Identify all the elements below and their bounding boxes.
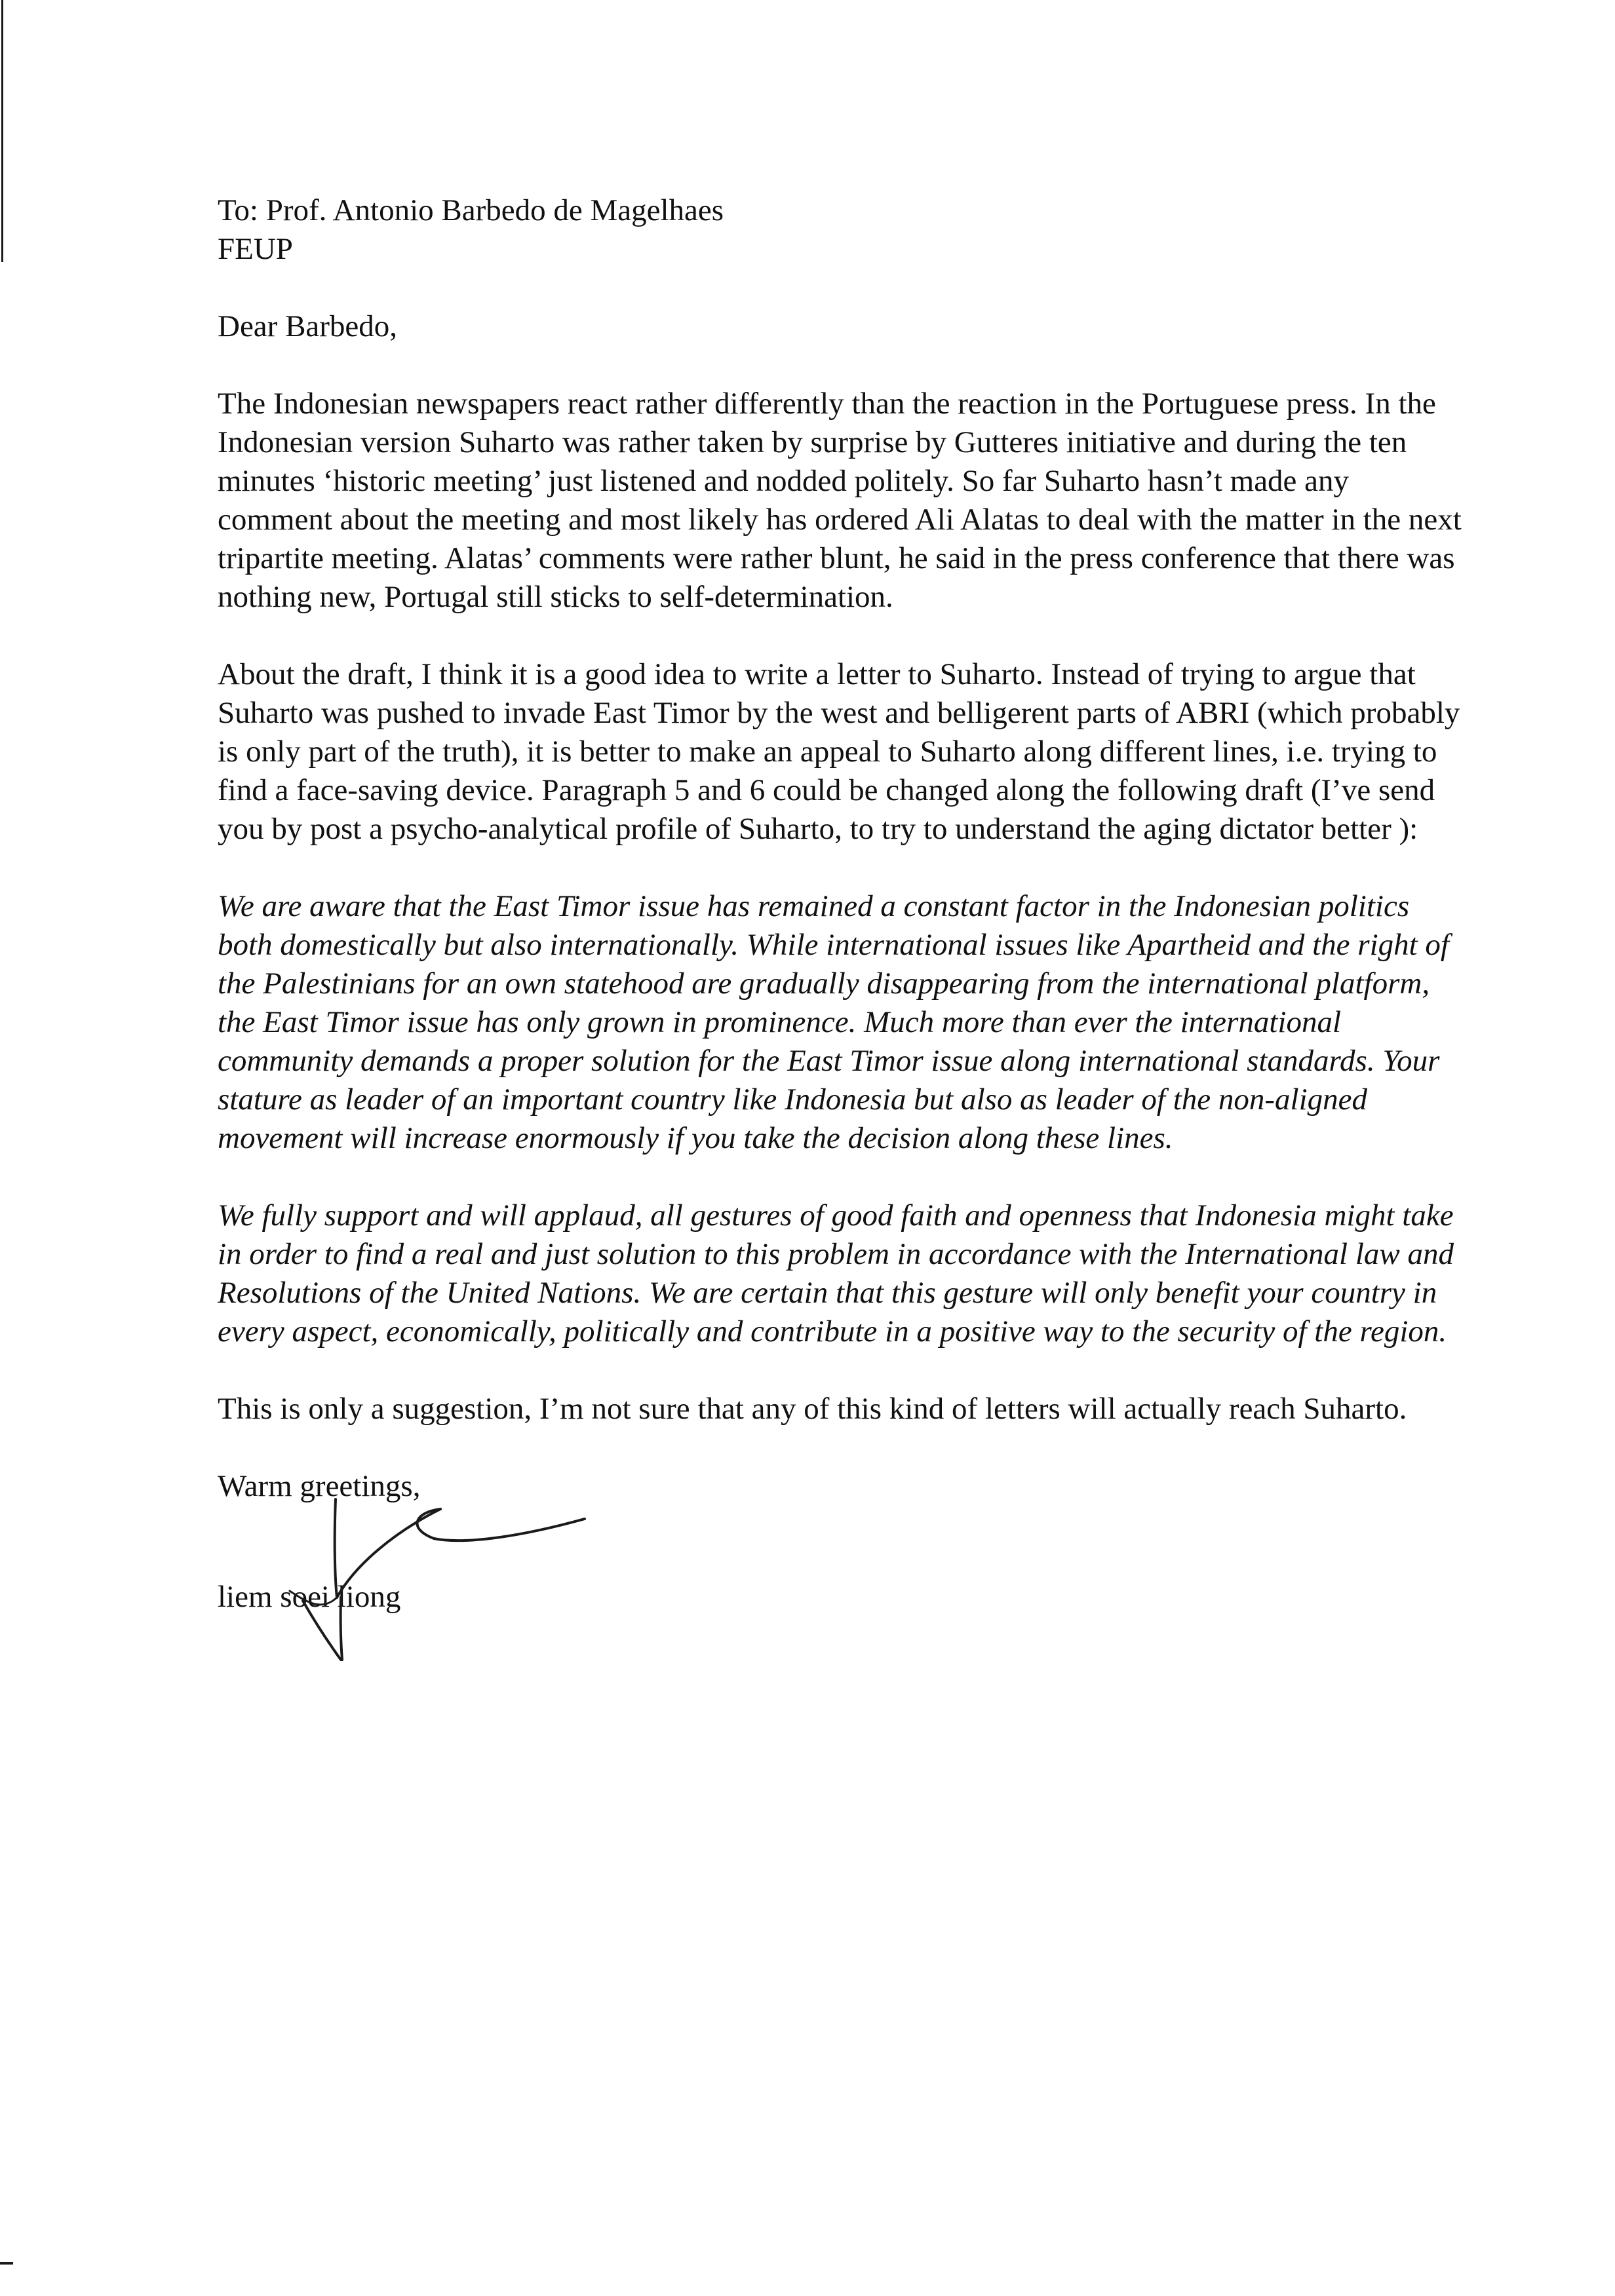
letter-body [218, 191, 1463, 1656]
recipient-line: To: Prof. Antonio Barbedo de Magelhaes [218, 193, 724, 227]
recipient-organization: FEUP [218, 232, 293, 266]
closing-paragraph: This is only a suggestion, I’m not sure that any of this kind of letters will actually reach Suharto. [218, 1392, 1407, 1426]
signer-name: liem soei liong [218, 1580, 401, 1614]
signature-block [218, 1506, 742, 1656]
body-paragraph: About the draft, I think it is a good idea to write a letter to Suharto. Instead of trying to argue that Suharto was pushed to invade East Timor by the west and belligerent parts of ABRI (which probably is only part of the truth), it is better to make an appeal to Suharto along different lines, i.e. trying to find a face-saving device. Paragraph 5 and 6 could be changed along the following draft (I’ve send you by post a psycho-analytical profile of Suharto, to try to understand the aging dictator better ): [218, 657, 1460, 846]
draft-paragraph: We are aware that the East Timor issue has remained a constant factor in the Indonesian politics both domestically but also internationally. While international issues like Apartheid and the right of the Palestinians for an own statehood are gradually disappearing from the international platform, the East Timor issue has only grown in prominence. Much more than ever the international community demands a proper solution for the East Timor issue along international standards. Your stature as leader of an important country like Indonesia but also as leader of the non-aligned movement will increase enormously if you take the decision along these lines. [218, 889, 1449, 1155]
body-paragraph: The Indonesian newspapers react rather differently than the reaction in the Portuguese press. In the Indonesian version Suharto was rather taken by surprise by Gutteres initiative and during the ten minutes ‘historic meeting’ just listened and nodded politely. So far Suharto hasn’t made any comment about the meeting and most likely has ordered Ali Alatas to deal with the matter in the next tripartite meeting. Alatas’ comments were rather blunt, he said in the press conference that there was nothing new, Portugal still sticks to self-determination. [218, 387, 1462, 614]
sign-off: Warm greetings, [218, 1469, 421, 1503]
scan-edge-mark-bottom [0, 2262, 13, 2265]
salutation: Dear Barbedo, [218, 309, 398, 343]
draft-paragraph: We fully support and will applaud, all gestures of good faith and openness that Indonesia might take in order to find a real and just solution to this problem in accordance with the International law and Resolutions of the United Nations. We are certain that this gesture will only benefit your country in every aspect, economically, politically and contribute in a positive way to the security of the region. [218, 1198, 1454, 1349]
recipient-address [218, 191, 1463, 269]
handwritten-signature [244, 1493, 781, 1663]
scan-edge-mark [1, 0, 3, 262]
